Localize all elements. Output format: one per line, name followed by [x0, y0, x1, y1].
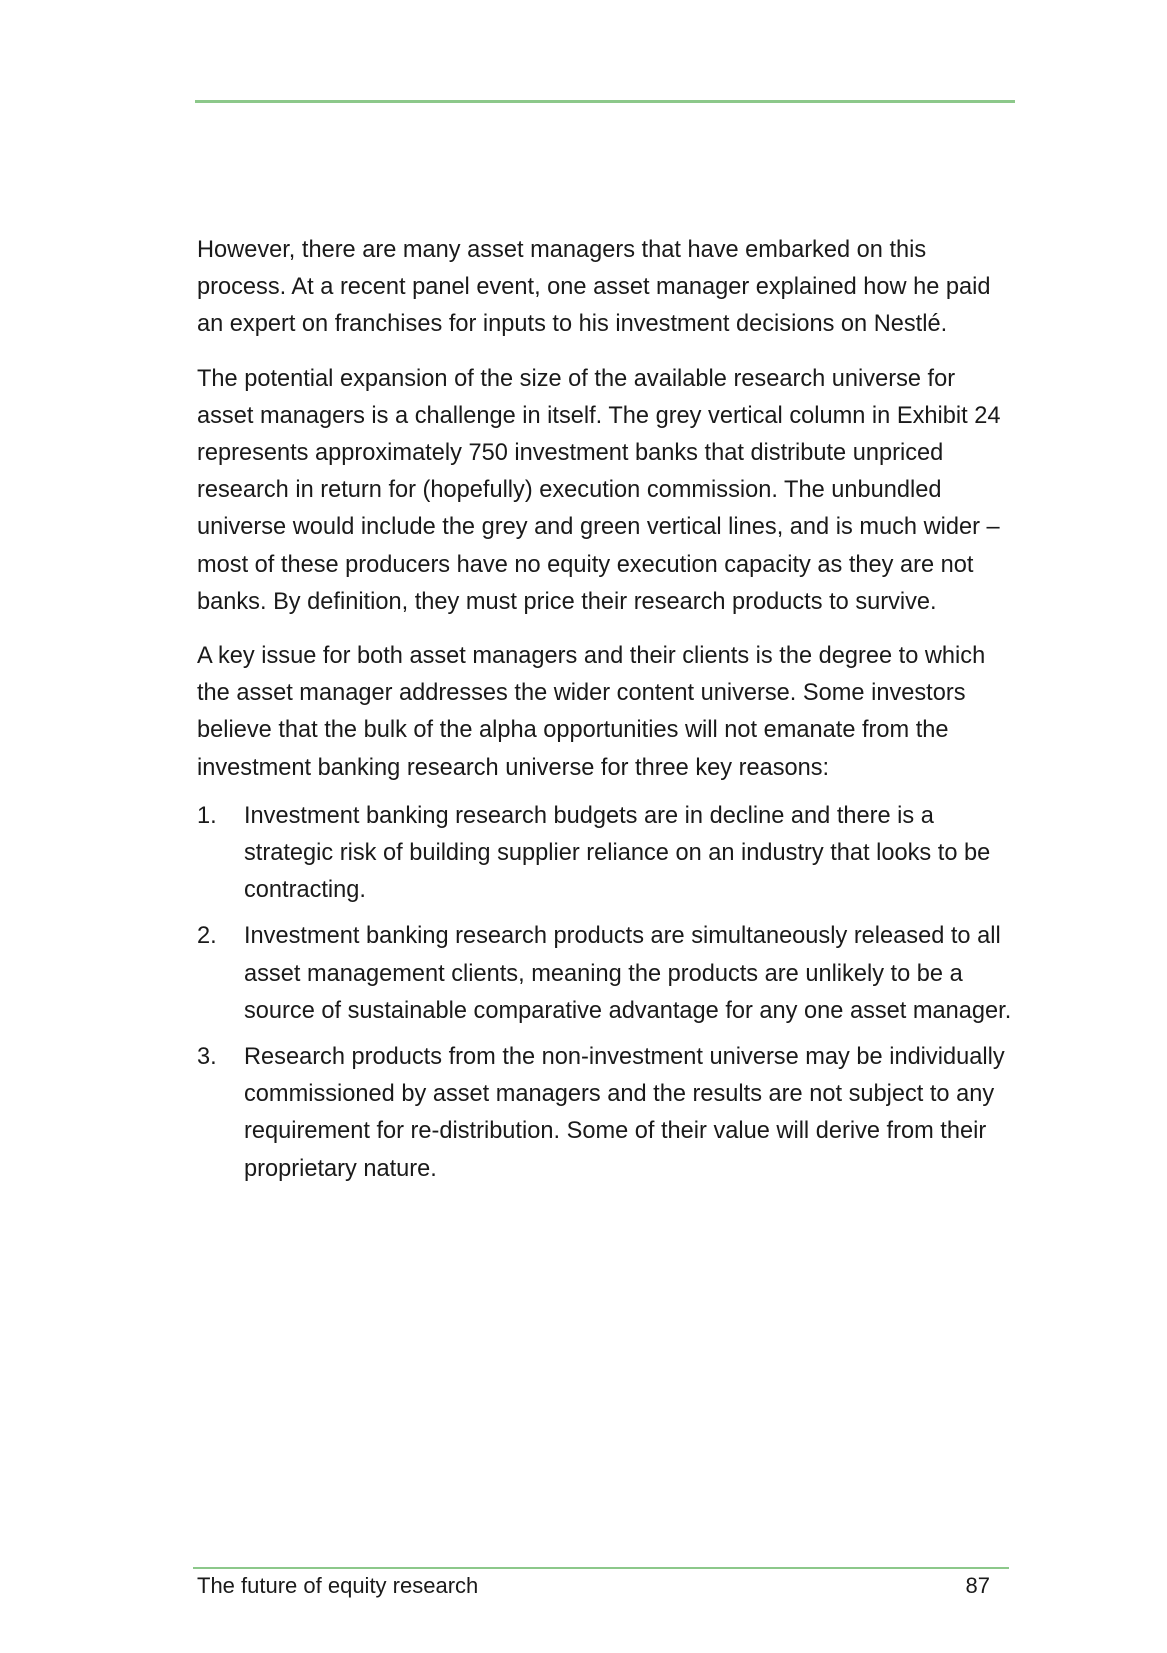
- list-item: [197, 918, 1017, 1030]
- list-item-number: 2.: [197, 923, 217, 950]
- list-item-number: 3.: [197, 1044, 217, 1071]
- header-divider: [195, 100, 1015, 103]
- list-item: [197, 798, 1017, 910]
- footer-title: The future of equity research: [197, 1573, 479, 1598]
- list-item-text: Research products from the non-investment universe may be individually commissioned by asset managers and the results are not subject to any requirement for re-distribution. Some of their value will derive from their proprietary nature.: [244, 1044, 1005, 1182]
- paragraph-2: The potential expansion of the size of the available research universe for asset managers is a challenge in itself. The grey vertical column in Exhibit 24 represents approximately 750 investment banks that distribute unpriced research in return for (hopefully) execution commission. The unbundled universe would include the grey and green vertical lines, and is much wider – most of these producers have no equity execution capacity as they are not banks. By definition, they must price their research products to survive.: [197, 365, 1001, 615]
- list-item-text: Investment banking research budgets are in decline and there is a strategic risk of building supplier reliance on an industry that looks to be contracting.: [244, 802, 991, 904]
- paragraph-3: A key issue for both asset managers and their clients is the degree to which the asset manager addresses the wider content universe. Some investors believe that the bulk of the alpha opportunities will not emanate from the investment banking research universe for three key reasons:: [197, 643, 986, 781]
- page-number: 87: [965, 1573, 990, 1598]
- list-item-number: 1.: [197, 802, 217, 829]
- list-item: [197, 1039, 1017, 1188]
- list-item-text: Investment banking research products are simultaneously released to all asset management clients, meaning the products are unlikely to be a source of sustainable comparative advantage for any one asset manager.: [244, 923, 1012, 1024]
- footer-divider: [193, 1567, 1009, 1569]
- reasons-list: [197, 798, 1017, 1188]
- document-body: [197, 232, 1017, 1197]
- paragraph-1: However, there are many asset managers that have embarked on this process. At a recent panel event, one asset manager explained how he paid an expert on franchises for inputs to his investment decisions on Nestlé.: [197, 237, 991, 338]
